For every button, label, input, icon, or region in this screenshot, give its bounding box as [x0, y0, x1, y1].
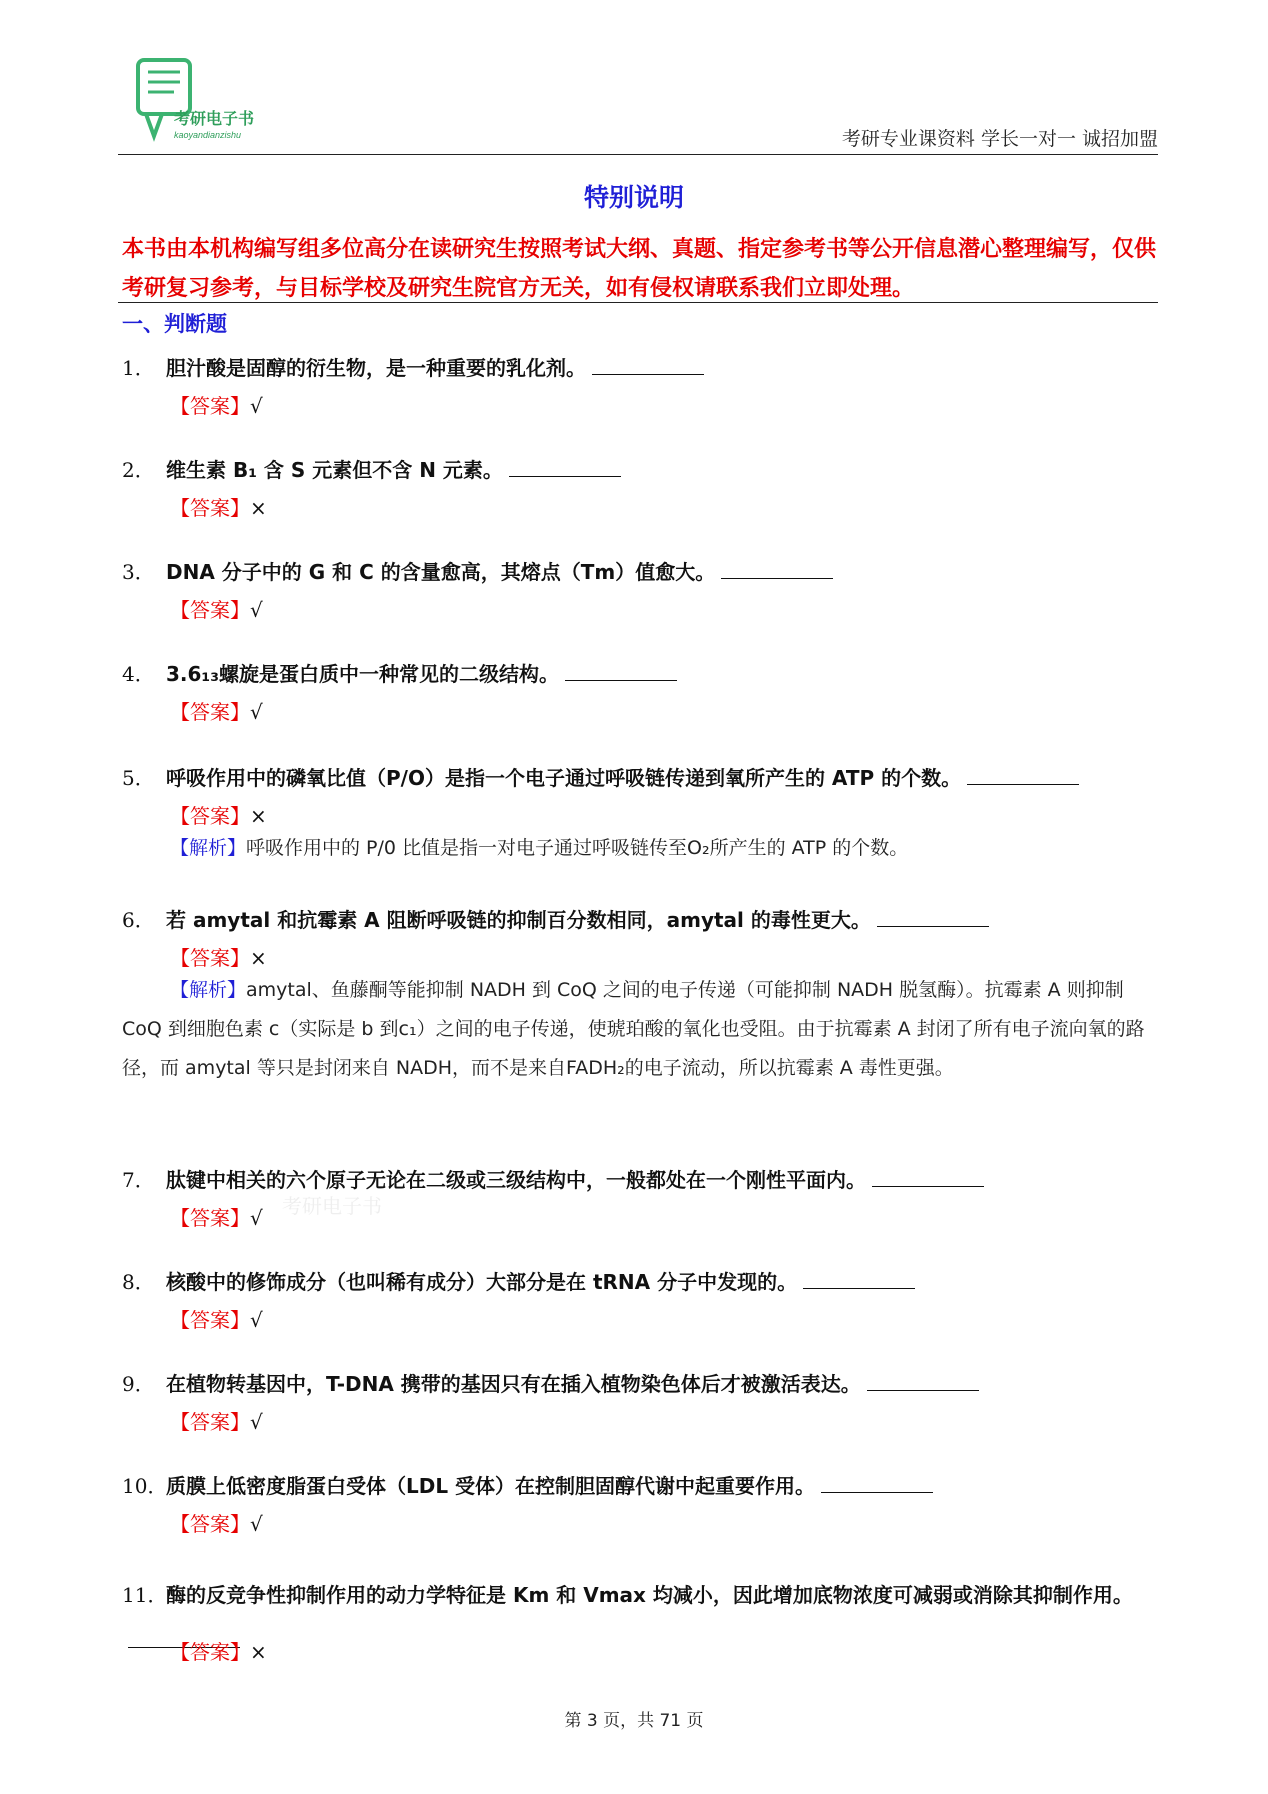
explanation-text: amytal、鱼藤酮等能抑制 NADH 到 CoQ 之间的电子传递（可能抑制 NADH 脱氢酶）。抗霉素 A 则抑制 CoQ 到细胞色素 c（实际是 b 到c₁）之间的电子传递，使琥珀酸的氧化也受阻。由于抗霉素 A 封闭了所有电子流向氧的路径，而 amytal 等只是封闭来自 NADH，而不是来自FADH₂的电子流动，所以抗霉素 A 毒性更强。 — [122, 979, 1145, 1079]
explanation-text: 呼吸作用中的 P/0 比值是指一对电子通过呼吸链传至O₂所产生的 ATP 的个数。 — [246, 837, 909, 859]
question-text: 若 amytal 和抗霉素 A 阻断呼吸链的抑制百分数相同，amytal 的毒性更大。 — [166, 908, 871, 932]
disclaimer-text: 本书由本机构编写组多位高分在读研究生按照考试大纲、真题、指定参考书等公开信息潜心整理编写，仅供考研复习参考，与目标学校及研究生院官方无关，如有侵权请联系我们立即处理。 — [122, 237, 1157, 301]
question-number: 1． — [122, 356, 155, 380]
svg-text:kaoyandianzishu: kaoyandianzishu — [174, 130, 242, 140]
question-number: 4． — [122, 662, 155, 686]
question-number: 5． — [122, 766, 155, 790]
question-number: 2． — [122, 458, 155, 482]
answer-blank — [565, 662, 677, 681]
header-divider — [118, 154, 1158, 155]
question-6 — [122, 904, 1158, 933]
answer-blank — [721, 560, 833, 579]
answer-tag: 【答案】 — [170, 1640, 250, 1664]
answer-blank — [872, 1168, 984, 1187]
answer-value: √ — [250, 700, 263, 724]
answer-blank — [867, 1372, 979, 1391]
question-text: 质膜上低密度脂蛋白受体（LDL 受体）在控制胆固醇代谢中起重要作用。 — [166, 1474, 816, 1498]
explain-tag: 【解析】 — [170, 979, 247, 1001]
question-text: 核酸中的修饰成分（也叫稀有成分）大部分是在 tRNA 分子中发现的。 — [166, 1270, 798, 1294]
question-11 — [122, 1572, 1158, 1664]
section-heading: 一、判断题 — [122, 312, 227, 336]
answer-blank — [509, 458, 621, 477]
answer-3 — [170, 594, 263, 623]
answer-value: × — [250, 496, 267, 520]
explanation-5 — [122, 829, 1158, 868]
answer-tag: 【答案】 — [170, 1410, 250, 1434]
answer-1 — [170, 390, 263, 419]
header-tagline: 考研专业课资料 学长一对一 诚招加盟 — [841, 128, 1158, 150]
answer-5 — [170, 800, 267, 829]
disclaimer-divider — [118, 302, 1158, 303]
question-9 — [122, 1368, 1158, 1397]
question-text: 呼吸作用中的磷氧比值（P/O）是指一个电子通过呼吸链传递到氧所产生的 ATP 的个数。 — [166, 766, 962, 790]
watermark: 考研电子书 — [282, 1194, 382, 1218]
answer-tag: 【答案】 — [170, 598, 250, 622]
question-number: 9． — [122, 1372, 155, 1396]
question-2 — [122, 454, 1158, 483]
explain-tag: 【解析】 — [170, 837, 247, 859]
svg-text:考研电子书: 考研电子书 — [174, 111, 255, 128]
answer-blank — [592, 356, 704, 375]
answer-value: √ — [250, 1512, 263, 1536]
question-1 — [122, 352, 1158, 381]
question-text: 3.6₁₃螺旋是蛋白质中一种常见的二级结构。 — [166, 662, 559, 686]
question-number: 3． — [122, 560, 155, 584]
explanation-6 — [122, 971, 1158, 1088]
answer-value: × — [250, 804, 267, 828]
question-7 — [122, 1164, 1158, 1193]
answer-7 — [170, 1202, 263, 1231]
question-4 — [122, 658, 1158, 687]
answer-value: √ — [250, 1206, 263, 1230]
answer-4 — [170, 696, 263, 725]
question-text: 肽键中相关的六个原子无论在二级或三级结构中，一般都处在一个刚性平面内。 — [166, 1168, 866, 1192]
answer-value: × — [250, 1640, 267, 1664]
question-number: 11． — [122, 1583, 168, 1607]
answer-10 — [170, 1508, 263, 1537]
question-text: 在植物转基因中，T-DNA 携带的基因只有在插入植物染色体后才被激活表达。 — [166, 1372, 861, 1396]
answer-8 — [170, 1304, 263, 1333]
answer-tag: 【答案】 — [170, 946, 250, 970]
page-title: 特别说明 — [583, 183, 684, 212]
question-10 — [122, 1470, 1158, 1499]
question-5 — [122, 762, 1158, 791]
answer-tag: 【答案】 — [170, 496, 250, 520]
answer-blank — [803, 1270, 915, 1289]
answer-value: √ — [250, 1308, 263, 1332]
answer-tag: 【答案】 — [170, 1308, 250, 1332]
question-text: 酶的反竞争性抑制作用的动力学特征是 Km 和 Vmax 均减小，因此增加底物浓度可减弱或消除其抑制作用。 — [166, 1583, 1133, 1607]
question-text: 维生素 B₁ 含 S 元素但不含 N 元素。 — [166, 458, 503, 482]
answer-blank — [967, 766, 1079, 785]
answer-tag: 【答案】 — [170, 394, 250, 418]
answer-11 — [170, 1636, 267, 1665]
answer-9 — [170, 1406, 263, 1435]
logo-icon — [134, 58, 274, 148]
answer-2 — [170, 492, 267, 521]
question-number: 6． — [122, 908, 155, 932]
answer-blank — [821, 1474, 933, 1493]
answer-value: √ — [250, 598, 263, 622]
question-text: DNA 分子中的 G 和 C 的含量愈高，其熔点（Tm）值愈大。 — [166, 560, 716, 584]
answer-value: √ — [250, 1410, 263, 1434]
answer-tag: 【答案】 — [170, 1206, 250, 1230]
answer-value: √ — [250, 394, 263, 418]
page-number: 第 3 页，共 71 页 — [564, 1711, 704, 1731]
answer-blank — [877, 908, 989, 927]
question-number: 7． — [122, 1168, 155, 1192]
question-number: 10． — [122, 1474, 168, 1498]
answer-6 — [170, 942, 267, 971]
question-8 — [122, 1266, 1158, 1295]
answer-tag: 【答案】 — [170, 700, 250, 724]
question-text: 胆汁酸是固醇的衍生物，是一种重要的乳化剂。 — [166, 356, 586, 380]
question-3 — [122, 556, 1158, 585]
answer-tag: 【答案】 — [170, 804, 250, 828]
question-number: 8． — [122, 1270, 155, 1294]
answer-tag: 【答案】 — [170, 1512, 250, 1536]
answer-value: × — [250, 946, 267, 970]
